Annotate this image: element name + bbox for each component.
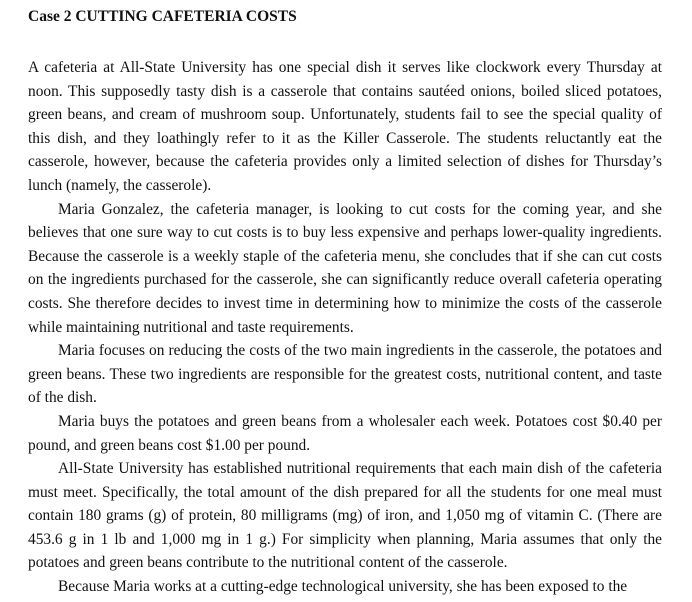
paragraph-technology: Because Maria works at a cutting-edge technological university, she has been exposed to the bbox=[58, 578, 628, 596]
paragraph-prices: Maria buys the potatoes and green beans from a wholesaler each week. Potatoes cost $0.40 per pound, and green beans cost $1.00 per pound. bbox=[28, 412, 662, 454]
paragraph-manager: Maria Gonzalez, the cafeteria manager, is looking to cut costs for the coming year, and she believes that one sure way to cut costs is to buy less expensive and perhaps lower-quality ingredients. Because the casserole is a weekly staple of the cafeteria menu, she concludes that if she can cut costs on the ingredients purchased for the casserole, she can significantly reduce overall cafeteria operating costs. She therefore decides to invest time in determining how to minimize the costs of the casserole while maintaining nutritional and taste requirements. bbox=[28, 200, 662, 336]
case-title: Case 2 CUTTING CAFETERIA COSTS bbox=[28, 8, 297, 25]
paragraph-intro: A cafeteria at All-State University has one special dish it serves like clockwork every Thursday at noon. This supposedly tasty dish is a casserole that contains sautéed onions, boiled sliced potatoes, green beans, and cream of mushroom soup. Unfortunately, students fail to see the special quality of this dish, and they loathingly refer to it as the Killer Casserole. The students reluctantly eat the casserole, however, because the cafeteria provides only a limited selection of dishes for Thursday’s lunch (namely, the casserole). bbox=[28, 59, 662, 194]
paragraph-ingredients: Maria focuses on reducing the costs of the two main ingredients in the casserole, the potatoes and green beans. These two ingredients are responsible for the greatest costs, nutritional content, and taste of the dish. bbox=[28, 342, 662, 407]
paragraph-nutrition: All-State University has established nutritional requirements that each main dish of the cafeteria must meet. Specifically, the total amount of the dish prepared for all the students for one meal must contain 180 grams (g) of protein, 80 milligrams (mg) of iron, and 1,050 mg of vitamin C. (There are 453.6 g in 1 lb and 1,000 mg in 1 g.) For simplicity when planning, Maria assumes that only the potatoes and green beans contribute to the nutritional content of the casserole. bbox=[28, 460, 662, 572]
case-body bbox=[28, 56, 662, 599]
